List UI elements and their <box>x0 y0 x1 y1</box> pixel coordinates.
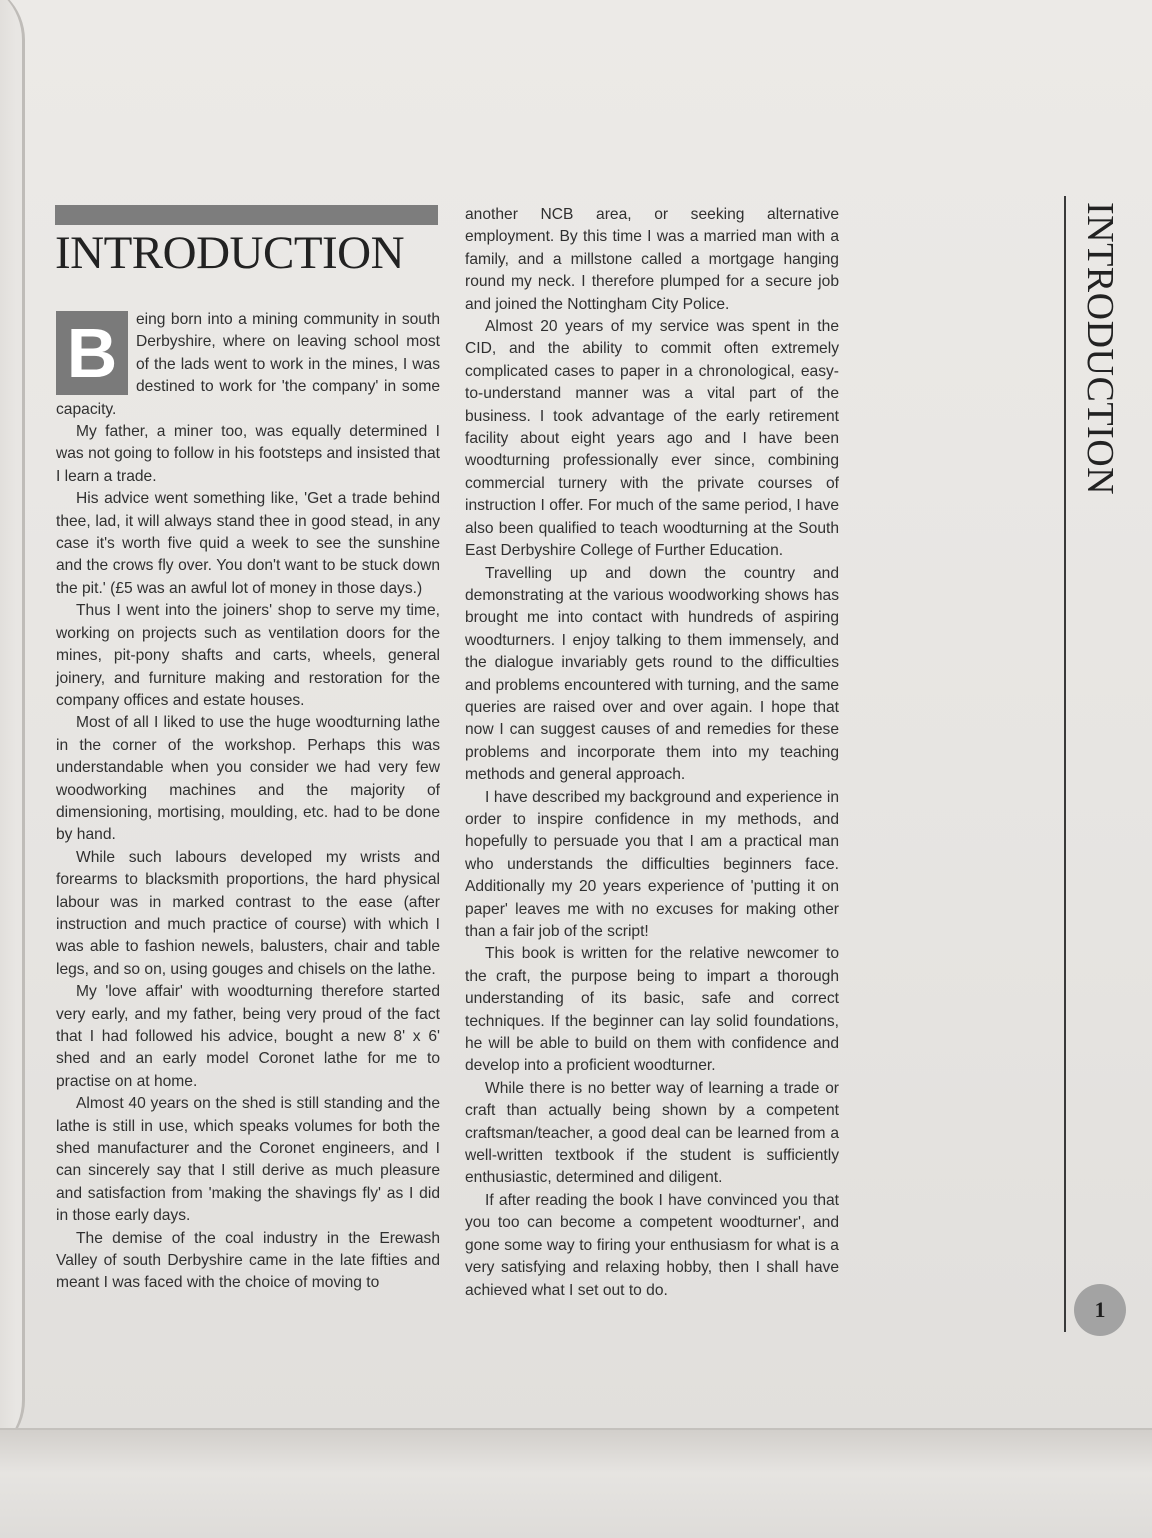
paragraph: I have described my background and experience in order to inspire confidence in my methods, and hopefully to persuade you that I am a practical man who understands the difficulties beginners face. Additionally my 20 years experience of 'putting it on paper' leaves me with no excuses for making other than a fair job of the script! <box>465 788 839 940</box>
paragraph: The demise of the coal industry in the Erewash Valley of south Derbyshire came in the late fifties and meant I was faced with the choice of moving to <box>56 1229 440 1292</box>
paragraph: My 'love affair' with woodturning therefore started very early, and my father, being very proud of the fact that I had followed his advice, bought a new 8' x 6' shed and an early model Coronet lathe for me to practise on at home. <box>56 983 440 1090</box>
page-curl-shadow <box>0 0 25 1460</box>
paragraph: While there is no better way of learning a trade or craft than actually being shown by a competent craftsman/teacher, a good deal can be learned from a well-written textbook if the student is sufficiently enthusiastic, determined and diligent. <box>465 1079 839 1187</box>
paragraph: My father, a miner too, was equally determined I was not going to follow in his footsteps and insisted that I learn a trade. <box>56 423 441 485</box>
right-text-column <box>465 204 839 1302</box>
opening-paragraph <box>56 309 440 421</box>
paragraph: Thus I went into the joiners' shop to serve my time, working on projects such as ventilation doors for the mines, pit-pony shafts and carts, wheels, general joinery, and furniture making and restoration for the company offices and estate houses. <box>56 602 440 709</box>
paragraph: Most of all I liked to use the huge woodturning lathe in the corner of the workshop. Perhaps this was understandable when you consider we had very few woodworking machines and the majority of dimensioning, mortising, moulding, etc. had to be done by hand. <box>56 714 440 844</box>
page-bottom-edge <box>0 1428 1152 1538</box>
paragraph: Almost 40 years on the shed is still standing and the lathe is still in use, which speaks volumes for both the shed manufacturer and the Coronet engineers, and I can sincerely say that I still derive as much pleasure and satisfaction from 'making the shavings fly' as I did in those early days. <box>56 1095 440 1225</box>
drop-cap: B <box>56 311 128 395</box>
paragraph: This book is written for the relative newcomer to the craft, the purpose being to impart a thorough understanding of its basic, safe and correct techniques. If the beginner can lay solid foundations, he will be able to build on them with confidence and develop into a proficient woodturner. <box>465 945 839 1075</box>
opening-paragraph-text: eing born into a mining community in south Derbyshire, where on leaving school most of the lads went to work in the mines, I was destined to work for 'the company' in some capacity. <box>56 311 440 418</box>
page-title: INTRODUCTION <box>55 227 405 279</box>
page-number-badge: 1 <box>1074 1284 1126 1336</box>
continued-paragraph: another NCB area, or seeking alternative employment. By this time I was a married man with a family, and a millstone called a mortgage hanging round my neck. I therefore plumped for a secure job and joined the Nottingham City Police. <box>465 206 839 313</box>
side-running-title: INTRODUCTION <box>1079 202 1121 496</box>
paragraph: Travelling up and down the country and demonstrating at the various woodworking shows has brought me into contact with hundreds of aspiring woodturners. I enjoy talking to them immensely, and the dialogue invariably gets round to the difficulties and problems encountered with turning, and the same queries are raised over and over again. I hope that now I can suggest causes of and remedies for these problems and incorporate them into my teaching methods and general approach. <box>465 564 839 784</box>
paragraph: Almost 20 years of my service was spent in the CID, and the ability to commit often extremely complicated cases to paper in a chronological, easy-to-understand manner was a vital part of the business. I took advantage of the early retirement facility about eight years ago and I have been woodturning professionally ever since, combining commercial turnery with the private courses of instruction I offer. For much of the same period, I have also been qualified to teach woodturning at the South East Derbyshire College of Further Education. <box>465 318 839 560</box>
paragraph: While such labours developed my wrists and forearms to blacksmith proportions, the hard physical labour was in marked contrast to the ease (after instruction and much practice of course) with which I was able to fashion newels, balusters, chair and table legs, and so on, using gouges and chisels on the lathe. <box>56 848 440 978</box>
left-text-column <box>56 309 440 1295</box>
heading-bar <box>55 205 438 225</box>
paragraph: His advice went something like, 'Get a trade behind thee, lad, it will always stand thee in good stead, in any case it's worth five quid a week to see the sunshine and the crows fly over. You don't want to be stuck down the pit.' (£5 was an awful lot of money in those days.) <box>56 490 440 597</box>
side-rule <box>1064 196 1066 1332</box>
paragraph: If after reading the book I have convinced you that you too can become a competent woodturner', and gone some way to firing your enthusiasm for what is a very satisfying and relaxing hobby, then I shall have achieved what I set out to do. <box>465 1191 839 1299</box>
